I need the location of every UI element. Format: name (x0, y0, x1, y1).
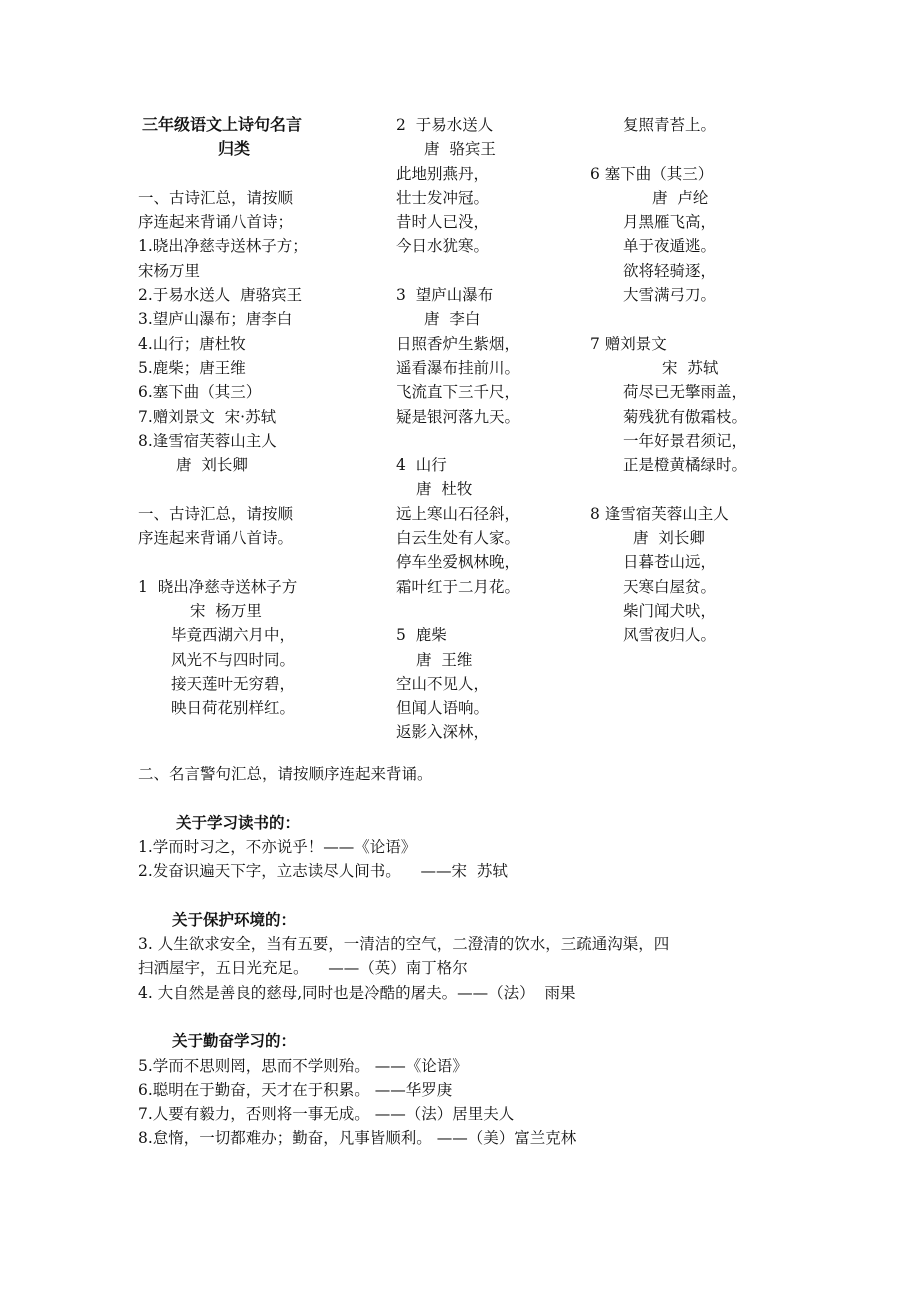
quote-item: 3. 人生欲求安全，当有五要，一清洁的空气，二澄清的饮水，三疏通沟渠，四 (138, 935, 670, 954)
poem-line: 4 山行 (396, 456, 447, 475)
blank-line (590, 307, 790, 331)
poem-line: 今日水犹寒。 (396, 237, 490, 256)
poem-line: 5.鹿柴；唐王维 (138, 358, 246, 377)
poem-line: 一、古诗汇总，请按顺 (138, 188, 294, 207)
poem-line: 一年好景君须记， (623, 431, 748, 450)
poem-line: 飞流直下三千尺， (396, 383, 521, 402)
middle-column (396, 113, 586, 745)
poem-line: 日暮苍山远， (623, 553, 717, 572)
poem-line: 欲将轻骑逐， (623, 261, 717, 280)
blank-line (396, 429, 586, 453)
poem-line: 一、古诗汇总，请按顺 (138, 504, 294, 523)
poem-line: 7 赠刘景文 (590, 334, 667, 353)
poem-line: 1.晓出净慈寺送林子方； (138, 237, 308, 256)
poem-line: 唐 李白 (424, 310, 481, 329)
poem-line: 昔时人已没， (396, 213, 490, 232)
quotes-section-heading: 二、名言警句汇总，请按顺序连起来背诵。 (138, 765, 433, 783)
poem-line: 宋 苏轼 (662, 358, 719, 377)
blank-line (138, 550, 378, 574)
blank-line (138, 162, 378, 186)
poem-line: 4.山行；唐杜牧 (138, 334, 246, 353)
blank-line (138, 113, 378, 137)
poem-line: 壮士发冲冠。 (396, 188, 490, 207)
poem-line: 此地别燕丹， (396, 164, 490, 183)
poem-line: 风雪夜归人。 (623, 626, 717, 645)
poem-line: 8 逢雪宿芙蓉山主人 (590, 504, 729, 523)
blank-line (396, 259, 586, 283)
poem-line: 毕竟西湖六月中， (171, 626, 296, 645)
poem-line: 唐 王维 (416, 650, 473, 669)
blank-line (138, 477, 378, 501)
left-column (138, 113, 378, 720)
poem-line: 2.于易水送人 唐骆宾王 (138, 286, 303, 305)
poem-line: 日照香炉生紫烟， (396, 334, 521, 353)
blank-line (590, 477, 790, 501)
poem-line: 接天莲叶无穷碧， (171, 674, 296, 693)
poem-line: 唐 骆宾王 (424, 140, 496, 159)
poem-line: 停车坐爱枫林晚， (396, 553, 521, 572)
poem-line: 白云生处有人家。 (396, 529, 521, 548)
document-title-line1: 三年级语文上诗句名言 (142, 115, 303, 134)
poem-line: 5 鹿柴 (396, 626, 447, 645)
poem-line: 唐 刘长卿 (176, 456, 248, 475)
poem-line: 大雪满弓刀。 (623, 286, 717, 305)
quote-item: 扫洒屋宇，五日光充足。 ——（英）南丁格尔 (138, 959, 468, 978)
quote-item: 4. 大自然是善良的慈母,同时也是冷酷的屠夫。——（法） 雨果 (138, 983, 576, 1002)
group-title-diligence: 关于勤奋学习的： (172, 1032, 297, 1051)
poem-line: 单于夜遁逃。 (623, 237, 717, 256)
poem-line: 3 望庐山瀑布 (396, 286, 494, 305)
poem-line: 宋 杨万里 (190, 601, 262, 620)
poem-line: 复照青苔上。 (623, 116, 717, 134)
poem-line: 唐 杜牧 (416, 480, 473, 499)
quote-item: 6.聪明在于勤奋，天才在于积累。 ——华罗庚 (138, 1080, 453, 1099)
blank-line (396, 599, 586, 623)
group-title-study: 关于学习读书的： (176, 813, 301, 832)
quote-item: 5.学而不思则罔，思而不学则殆。 ——《论语》 (138, 1056, 468, 1075)
poem-line: 但闻人语响。 (396, 699, 490, 718)
poem-line: 空山不见人， (396, 674, 490, 693)
poem-line: 6 塞下曲（其三） (590, 164, 714, 183)
quotes-section (138, 762, 838, 1151)
poem-line: 月黑雁飞高， (623, 213, 717, 232)
right-column (590, 113, 790, 648)
quote-item: 2.发奋识遍天下字，立志读尽人间书。 ——宋 苏轼 (138, 862, 508, 881)
blank-line (138, 137, 378, 161)
poem-line: 天寒白屋贫。 (623, 577, 717, 596)
poem-line: 霜叶红于二月花。 (396, 577, 521, 596)
quote-item: 1.学而时习之，不亦说乎！——《论语》 (138, 837, 417, 856)
poem-line: 宋杨万里 (138, 261, 201, 280)
group-title-environment: 关于保护环境的： (172, 910, 297, 929)
poem-line: 序连起来背诵八首诗； (138, 213, 294, 232)
poem-line: 荷尽已无擎雨盖， (623, 383, 748, 402)
poem-line: 唐 卢纶 (652, 188, 709, 207)
poem-line: 风光不与四时同。 (171, 650, 296, 669)
poem-line: 正是橙黄橘绿时。 (623, 456, 748, 475)
poem-line: 遥看瀑布挂前川。 (396, 358, 521, 377)
quote-item: 8.怠惰，一切都难办；勤奋，凡事皆顺利。 ——（美）富兰克林 (138, 1129, 577, 1148)
poem-line: 菊残犹有傲霜枝。 (623, 407, 748, 426)
quote-item: 7.人要有毅力，否则将一事无成。 ——（法）居里夫人 (138, 1105, 515, 1124)
poem-line: 6.塞下曲（其三） (138, 383, 262, 402)
poem-line: 序连起来背诵八首诗。 (138, 529, 294, 548)
poem-line: 柴门闻犬吠， (623, 601, 717, 620)
blank-line (590, 137, 790, 161)
poem-line: 疑是银河落九天。 (396, 407, 521, 426)
poem-line: 返影入深林， (396, 723, 490, 742)
poem-line: 8.逢雪宿芙蓉山主人 (138, 431, 277, 450)
poem-line: 1 晓出净慈寺送林子方 (138, 577, 298, 596)
poem-line: 唐 刘长卿 (633, 529, 705, 548)
poem-line: 远上寒山石径斜， (396, 504, 521, 523)
poem-line: 映日荷花别样红。 (171, 699, 296, 718)
document-title-line2: 归类 (218, 139, 251, 158)
poem-line: 2 于易水送人 (396, 116, 494, 134)
poem-line: 3.望庐山瀑布；唐李白 (138, 310, 293, 329)
poem-line: 7.赠刘景文 宋·苏轼 (138, 407, 277, 426)
